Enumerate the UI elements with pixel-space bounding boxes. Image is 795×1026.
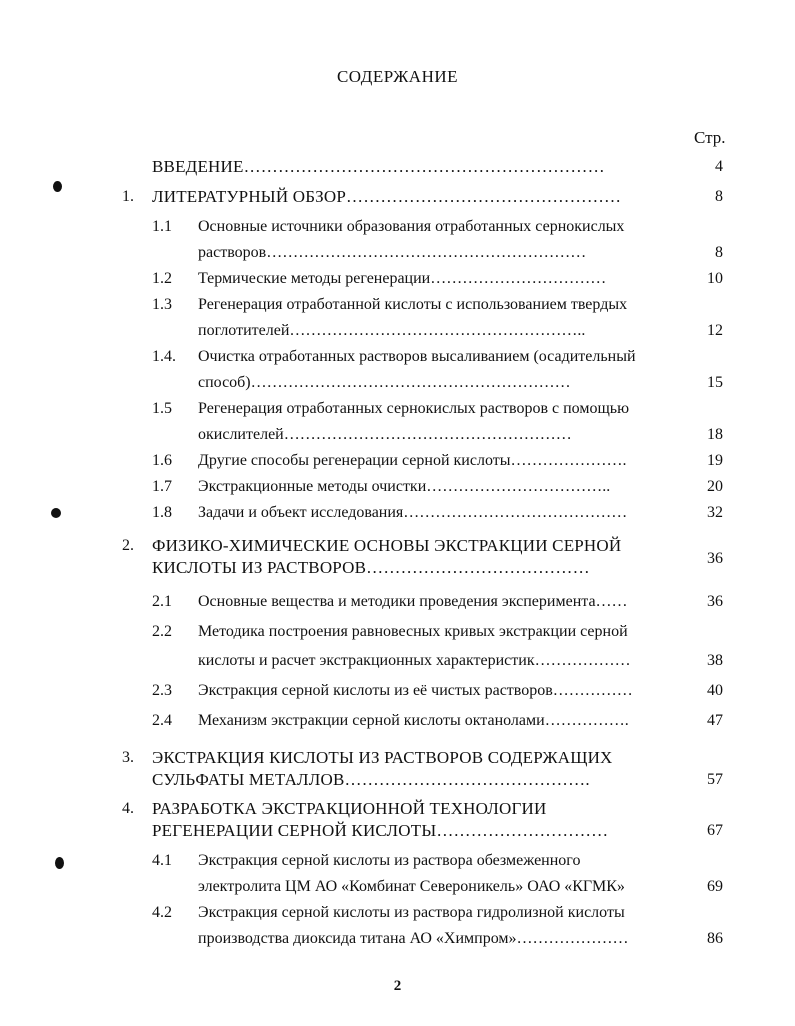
toc-entry-title: Очистка отработанных растворов высаливанием (осадительный xyxy=(198,348,636,365)
toc-entry-title: Экстракция серной кислоты из раствора обезмеженного xyxy=(198,852,581,869)
toc-entry-title: Экстракционные методы очистки…………………………….. xyxy=(198,478,611,495)
toc-entry-title-cont: электролита ЦМ АО «Комбинат Североникель» ОАО «КГМК» xyxy=(198,878,625,895)
toc-entry-title-cont: поглотителей……………………………………………….. xyxy=(198,322,586,339)
toc-entry-title-cont: РЕГЕНЕРАЦИИ СЕРНОЙ КИСЛОТЫ………………………… xyxy=(152,821,609,840)
toc-entry-title: ВВЕДЕНИЕ……………………………………………………… xyxy=(152,157,605,176)
toc-entry-number: 1. xyxy=(122,188,134,205)
toc-entry-title-cont: окислителей……………………………………………… xyxy=(198,426,572,443)
scan-mark-dot xyxy=(55,857,64,869)
toc-entry-title: Регенерация отработанных сернокислых растворов с помощью xyxy=(198,400,630,417)
page-title: СОДЕРЖАНИЕ xyxy=(336,67,459,86)
toc-entry-title: Другие способы регенерации серной кислоты…………………. xyxy=(198,452,627,469)
toc-entry-title: Методика построения равновесных кривых экстракции серной xyxy=(198,623,628,640)
toc-entry-number: 1.6 xyxy=(152,452,172,469)
toc-entry-number: 1.8 xyxy=(152,504,172,521)
toc-entry-number: 1.4. xyxy=(152,348,176,365)
toc-entry-number: 4. xyxy=(122,800,134,817)
toc-entry-title-cont: растворов…………………………………………………… xyxy=(198,244,587,261)
toc-entry-number: 2.1 xyxy=(152,593,172,610)
toc-entry-page: 86 xyxy=(707,930,723,947)
page-column-header: Стр. xyxy=(694,128,726,147)
toc-entry-number: 3. xyxy=(122,749,134,766)
toc-entry-page: 4 xyxy=(715,158,723,175)
toc-entry-number: 2.2 xyxy=(152,623,172,640)
toc-entry-page: 32 xyxy=(707,504,723,521)
toc-entry-page: 40 xyxy=(707,682,723,699)
toc-entry-title: Регенерация отработанной кислоты с использованием твердых xyxy=(198,296,628,313)
toc-entry-title: ФИЗИКО-ХИМИЧЕСКИЕ ОСНОВЫ ЭКСТРАКЦИИ СЕРНОЙ xyxy=(152,536,622,555)
toc-entry-title: Экстракция серной кислоты из её чистых растворов…………… xyxy=(198,682,633,699)
toc-entry-page: 47 xyxy=(707,712,723,729)
toc-entry-page: 69 xyxy=(707,878,723,895)
toc-entry-title-cont: КИСЛОТЫ ИЗ РАСТВОРОВ………………………………… xyxy=(152,558,590,577)
toc-entry-page: 19 xyxy=(707,452,723,469)
toc-entry-number: 4.2 xyxy=(152,904,172,921)
toc-entry-page: 38 xyxy=(707,652,723,669)
toc-entry-title-cont: способ)…………………………………………………… xyxy=(198,374,571,391)
toc-entry-number: 1.3 xyxy=(152,296,172,313)
toc-entry-title: ЛИТЕРАТУРНЫЙ ОБЗОР………………………………………… xyxy=(152,187,622,206)
toc-entry-title: Основные вещества и методики проведения эксперимента…… xyxy=(198,593,628,610)
toc-entry-title-cont: кислоты и расчет экстракционных характеристик……………… xyxy=(198,652,631,669)
toc-entry-title: Задачи и объект исследования…………………………………… xyxy=(198,504,628,521)
toc-entry-number: 2.4 xyxy=(152,712,172,729)
scan-mark-dot xyxy=(51,508,61,518)
toc-entry-title: РАЗРАБОТКА ЭКСТРАКЦИОННОЙ ТЕХНОЛОГИИ xyxy=(152,799,547,818)
toc-entry-page: 57 xyxy=(707,771,723,788)
toc-entry-title-cont: СУЛЬФАТЫ МЕТАЛЛОВ……………………………………. xyxy=(152,770,590,789)
toc-entry-page: 18 xyxy=(707,426,723,443)
toc-entry-page: 15 xyxy=(707,374,723,391)
toc-entry-number: 2. xyxy=(122,537,134,554)
toc-entry-title: Термические методы регенерации…………………………… xyxy=(198,270,607,287)
toc-entry-page: 12 xyxy=(707,322,723,339)
toc-entry-page: 20 xyxy=(707,478,723,495)
toc-entry-number: 2.3 xyxy=(152,682,172,699)
toc-entry-title: Экстракция серной кислоты из раствора гидролизной кислоты xyxy=(198,904,625,921)
toc-entry-page: 36 xyxy=(707,550,723,567)
toc-entry-page: 36 xyxy=(707,593,723,610)
toc-entry-title: Механизм экстракции серной кислоты октанолами……………. xyxy=(198,712,629,729)
toc-entry-page: 8 xyxy=(715,188,723,205)
toc-entry-title: ЭКСТРАКЦИЯ КИСЛОТЫ ИЗ РАСТВОРОВ СОДЕРЖАЩИХ xyxy=(152,748,613,767)
toc-entry-number: 1.5 xyxy=(152,400,172,417)
scan-mark-dot xyxy=(53,181,62,192)
toc-entry-number: 1.2 xyxy=(152,270,172,287)
toc-entry-number: 1.1 xyxy=(152,218,172,235)
toc-entry-page: 67 xyxy=(707,822,723,839)
toc-entry-number: 1.7 xyxy=(152,478,172,495)
toc-entry-title: Основные источники образования отработанных сернокислых xyxy=(198,218,625,235)
toc-entry-page: 8 xyxy=(715,244,723,261)
page-number: 2 xyxy=(393,978,402,994)
toc-entry-title-cont: производства диоксида титана АО «Химпром»………………… xyxy=(198,930,629,947)
toc-entry-page: 10 xyxy=(707,270,723,287)
toc-entry-number: 4.1 xyxy=(152,852,172,869)
